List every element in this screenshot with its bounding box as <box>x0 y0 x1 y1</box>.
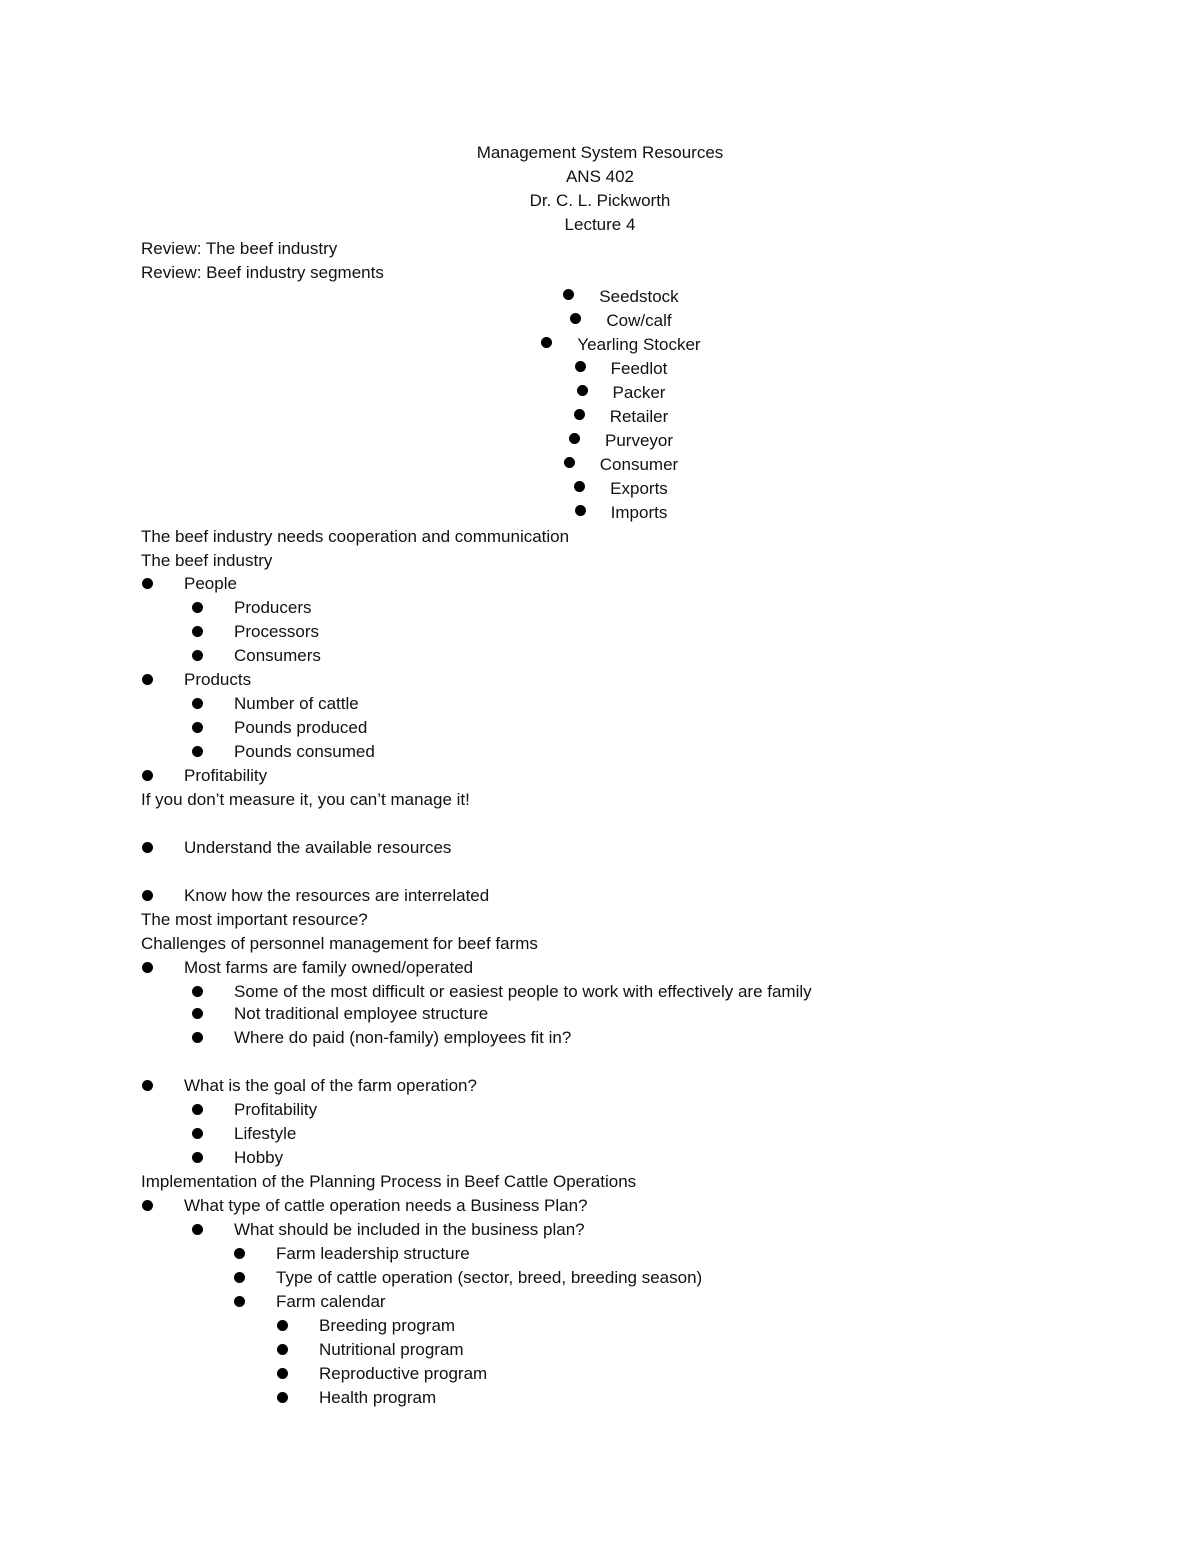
bullet-icon <box>142 770 153 781</box>
bullet-icon <box>192 1104 203 1115</box>
bullet-icon <box>192 1152 203 1163</box>
bullet-icon <box>192 1128 203 1139</box>
bullet-icon <box>570 313 581 324</box>
course-code: ANS 402 <box>565 167 635 186</box>
bullet-icon <box>192 1032 203 1043</box>
bullet-icon <box>277 1320 288 1331</box>
segment-item: Consumer <box>0 453 1200 477</box>
cooperation-line: The beef industry needs cooperation and communication <box>141 527 570 546</box>
bullet-icon <box>142 1200 153 1211</box>
bullet-icon <box>192 1008 203 1019</box>
bullet-icon <box>192 722 203 733</box>
bullet-icon <box>142 578 153 589</box>
bullet-icon <box>192 650 203 661</box>
segment-item: Seedstock <box>0 285 1200 309</box>
instructor-name: Dr. C. L. Pickworth <box>529 191 671 210</box>
segment-item: Feedlot <box>0 357 1200 381</box>
bullet-icon <box>192 986 203 997</box>
bullet-icon <box>277 1344 288 1355</box>
review-line: Review: Beef industry segments <box>141 263 384 282</box>
bullet-icon <box>575 505 586 516</box>
bullet-icon <box>192 698 203 709</box>
bullet-icon <box>192 626 203 637</box>
bullet-icon <box>192 746 203 757</box>
bullet-icon <box>564 457 575 468</box>
personnel-heading: Challenges of personnel management for beef farms <box>141 934 538 953</box>
segment-item: Packer <box>0 381 1200 405</box>
bullet-icon <box>142 674 153 685</box>
bullet-icon <box>234 1296 245 1307</box>
bullet-icon <box>142 890 153 901</box>
bullet-icon <box>142 1080 153 1091</box>
segment-item: Retailer <box>0 405 1200 429</box>
resource-question: The most important resource? <box>141 910 368 929</box>
bullet-icon <box>192 602 203 613</box>
document-page: Management System Resources ANS 402 Dr. C. L. Pickworth Lecture 4 Review: The beef industry Review: Beef industry segments Seedstock Cow/calf Yearling Stocker Feedlot Packer Retailer Purveyor Consumer Exports Imports The beef industry needs cooperation and communication The beef industry People Producers Processors Consumers Products Number of cattle Pounds produced Pounds consumed Profitability If you don’t measure it, you can’t manage it! Understand the available resources Know how the resources are interrelated The most important resource? Challenges of personnel management for beef farms Most farms are family owned/operated Some of the most difficult or easiest people to work with effectively are family Not traditional employee structure Where do paid (non-family) employees fit in? What is the goal of the farm operation? Profitability Lifestyle Hobby Implementation of the Planning Process in Beef Cattle Operations What type of cattle operation needs a Business Plan? What should be included in the business plan? Farm leadership structure Type of cattle operation (sector, breed, breeding season) Farm calendar Breeding program Nutritional program Reproductive program Health program <box>0 0 1200 1553</box>
bullet-icon <box>577 385 588 396</box>
review-line: Review: The beef industry <box>141 239 338 258</box>
lecture-number: Lecture 4 <box>564 215 636 234</box>
segment-item: Purveyor <box>0 429 1200 453</box>
industry-heading: The beef industry <box>141 551 273 570</box>
bullet-icon <box>234 1272 245 1283</box>
planning-heading: Implementation of the Planning Process in Beef Cattle Operations <box>141 1172 637 1191</box>
bullet-icon <box>574 481 585 492</box>
bullet-icon <box>277 1392 288 1403</box>
bullet-icon <box>569 433 580 444</box>
bullet-icon <box>192 1224 203 1235</box>
bullet-icon <box>563 289 574 300</box>
bullet-icon <box>234 1248 245 1259</box>
bullet-icon <box>575 361 586 372</box>
bullet-icon <box>541 337 552 348</box>
measure-quote: If you don’t measure it, you can’t manage it! <box>141 790 470 809</box>
segment-item: Cow/calf <box>0 309 1200 333</box>
segment-item: Yearling Stocker <box>0 333 1200 357</box>
bullet-icon <box>277 1368 288 1379</box>
segment-item: Imports <box>0 501 1200 525</box>
bullet-icon <box>142 842 153 853</box>
bullet-icon <box>574 409 585 420</box>
bullet-icon <box>142 962 153 973</box>
segment-item: Exports <box>0 477 1200 501</box>
document-title: Management System Resources <box>476 143 724 162</box>
